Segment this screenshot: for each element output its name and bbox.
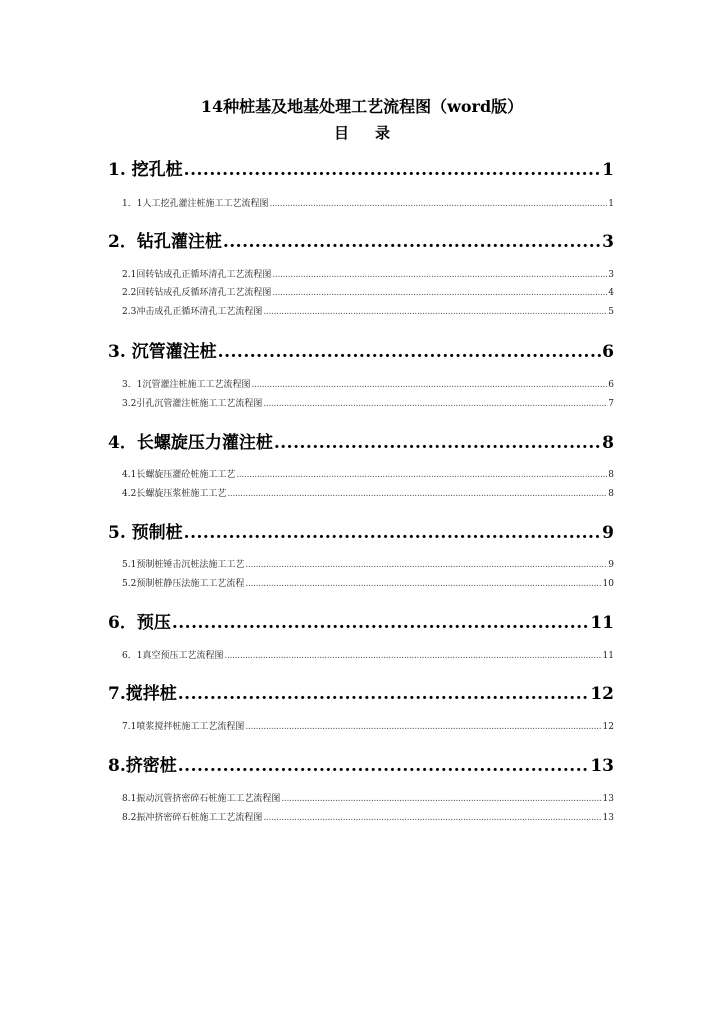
toc-leader-dots (281, 794, 601, 804)
toc-subsection-label: 3.2引孔沉管灌注桩施工工艺流程图 (122, 399, 263, 409)
toc-leader-dots (172, 613, 589, 632)
toc-page-number: 9 (608, 560, 614, 570)
toc-subsection-8-2[interactable] (122, 810, 614, 823)
toc-subsection-label: 5.2预制桩静压法施工工艺流程 (122, 579, 245, 589)
toc-section-5[interactable] (108, 518, 614, 542)
toc-page-number: 1 (602, 160, 614, 179)
toc-leader-dots (272, 270, 607, 280)
toc-page-number: 13 (590, 756, 614, 775)
toc-section-1[interactable] (108, 155, 614, 179)
toc-subsection-label: 2.1回转钻成孔正循环清孔工艺流程图 (122, 270, 272, 280)
toc-subsection-label: 2.3冲击成孔正循环清孔工艺流程图 (122, 307, 263, 317)
toc-page-number: 1 (608, 199, 614, 209)
toc-subsection-label: 2.2回转钻成孔反循环清孔工艺流程图 (122, 288, 272, 298)
document-title: 14种桩基及地基处理工艺流程图（word版） (200, 97, 524, 116)
toc-leader-dots (269, 199, 607, 209)
toc-section-label: 7.搅拌桩 (108, 684, 177, 703)
toc-page-number: 11 (602, 651, 614, 661)
toc-leader-dots (223, 232, 601, 251)
toc-leader-dots (272, 288, 607, 298)
toc-subsection-3-1[interactable] (122, 377, 614, 390)
toc-leader-dots (178, 756, 590, 775)
toc-section-4[interactable] (108, 428, 614, 452)
toc-subsection-5-1[interactable] (122, 557, 614, 570)
toc-leader-dots (263, 813, 601, 823)
toc-section-7[interactable] (108, 679, 614, 703)
toc-page-number: 13 (602, 813, 614, 823)
toc-subsection-label: 6．1真空预压工艺流程图 (122, 651, 224, 661)
toc-section-6[interactable] (108, 608, 614, 632)
toc-subsection-label: 4.1长螺旋压灌砼桩施工工艺 (122, 470, 236, 480)
toc-leader-dots (218, 342, 601, 361)
toc-page-number: 7 (608, 399, 614, 409)
toc-subsection-label: 8.2振冲挤密碎石桩施工工艺流程图 (122, 813, 263, 823)
toc-page-number: 6 (602, 342, 614, 361)
toc-leader-dots (251, 380, 607, 390)
toc-heading: 目录 (333, 124, 416, 142)
toc-leader-dots (224, 651, 601, 661)
toc-subsection-label: 4.2长螺旋压浆桩施工工艺 (122, 489, 227, 499)
toc-section-label: 1. 挖孔桩 (108, 160, 183, 179)
toc-section-label: 6．预压 (108, 613, 171, 632)
toc-subsection-label: 3．1沉管灌注桩施工工艺流程图 (122, 380, 251, 390)
toc-page-number: 5 (608, 307, 614, 317)
toc-page-number: 9 (602, 523, 614, 542)
toc-section-label: 4．长螺旋压力灌注桩 (108, 433, 273, 452)
toc-subsection-5-2[interactable] (122, 576, 614, 589)
toc-subsection-label: 5.1预制桩锤击沉桩法施工工艺 (122, 560, 245, 570)
toc-subsection-3-2[interactable] (122, 396, 614, 409)
toc-leader-dots (263, 307, 607, 317)
toc-page-number: 8 (608, 470, 614, 480)
toc-subsection-4-2[interactable] (122, 486, 614, 499)
toc-leader-dots (245, 579, 601, 589)
toc-page-number: 3 (608, 270, 614, 280)
toc-page-number: 12 (602, 722, 614, 732)
toc-leader-dots (236, 470, 607, 480)
toc-page-number: 13 (602, 794, 614, 804)
toc-page-number: 4 (608, 288, 614, 298)
toc-page-number: 8 (608, 489, 614, 499)
toc-subsection-6-1[interactable] (122, 648, 614, 661)
toc-section-label: 8.挤密桩 (108, 756, 177, 775)
toc-page-number: 6 (608, 380, 614, 390)
toc-subsection-label: 8.1振动沉管挤密碎石桩施工工艺流程图 (122, 794, 281, 804)
toc-subsection-2-1[interactable] (122, 267, 614, 280)
toc-leader-dots (263, 399, 607, 409)
toc-subsection-7-1[interactable] (122, 719, 614, 732)
toc-page-number: 11 (590, 613, 614, 632)
toc-leader-dots (245, 722, 601, 732)
toc-subsection-2-2[interactable] (122, 285, 614, 298)
toc-leader-dots (184, 523, 601, 542)
toc-leader-dots (274, 433, 601, 452)
toc-subsection-1-1[interactable] (122, 196, 614, 209)
toc-section-2[interactable] (108, 227, 614, 251)
toc-subsection-8-1[interactable] (122, 791, 614, 804)
toc-page-number: 12 (590, 684, 614, 703)
toc-subsection-4-1[interactable] (122, 467, 614, 480)
toc-section-3[interactable] (108, 337, 614, 361)
toc-page-number: 3 (602, 232, 614, 251)
toc-section-label: 5. 预制桩 (108, 523, 183, 542)
toc-leader-dots (245, 560, 607, 570)
toc-subsection-label: 7.1喷浆搅拌桩施工工艺流程图 (122, 722, 245, 732)
toc-leader-dots (184, 160, 601, 179)
toc-page-number: 10 (602, 579, 614, 589)
toc-subsection-2-3[interactable] (122, 304, 614, 317)
toc-section-label: 3. 沉管灌注桩 (108, 342, 217, 361)
toc-page-number: 8 (602, 433, 614, 452)
toc-leader-dots (178, 684, 590, 703)
toc-section-8[interactable] (108, 751, 614, 775)
toc-subsection-label: 1．1人工挖孔灌注桩施工工艺流程图 (122, 199, 269, 209)
toc-section-label: 2．钻孔灌注桩 (108, 232, 222, 251)
toc-leader-dots (227, 489, 607, 499)
